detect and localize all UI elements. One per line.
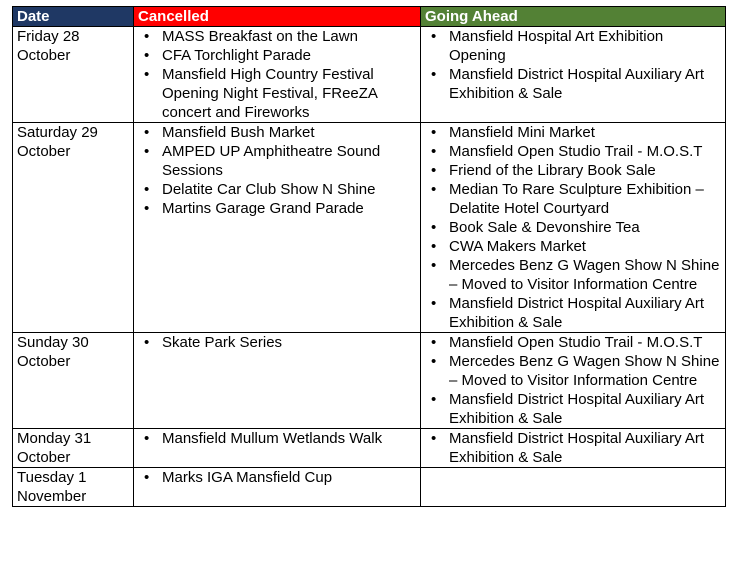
cancelled-cell bbox=[134, 123, 421, 333]
header-row bbox=[13, 7, 726, 27]
going-ahead-event-list bbox=[425, 27, 721, 103]
event-list-item: • Book Sale & Devonshire Tea bbox=[425, 218, 721, 237]
event-list-item: • Delatite Car Club Show N Shine bbox=[138, 180, 416, 199]
going-ahead-event-list bbox=[425, 429, 721, 467]
date-cell: Friday 28 October bbox=[13, 27, 134, 123]
event-list-item: • Mansfield District Hospital Auxiliary Art Exhibition & Sale bbox=[425, 65, 721, 103]
going-ahead-cell bbox=[421, 429, 726, 468]
going-ahead-cell bbox=[421, 27, 726, 123]
event-list-item: • AMPED UP Amphitheatre Sound Sessions bbox=[138, 142, 416, 180]
table-row bbox=[13, 429, 726, 468]
going-ahead-cell bbox=[421, 333, 726, 429]
event-list-item: • Mansfield Bush Market bbox=[138, 123, 416, 142]
cancelled-event-list bbox=[138, 429, 416, 448]
event-list-item: • Friend of the Library Book Sale bbox=[425, 161, 721, 180]
event-list-item: • Mansfield Mini Market bbox=[425, 123, 721, 142]
date-cell: Saturday 29 October bbox=[13, 123, 134, 333]
date-cell: Sunday 30 October bbox=[13, 333, 134, 429]
event-list-item: • Marks IGA Mansfield Cup bbox=[138, 468, 416, 487]
table-row bbox=[13, 468, 726, 507]
event-list-item: • Mansfield District Hospital Auxiliary Art Exhibition & Sale bbox=[425, 429, 721, 467]
event-list-item: • Mansfield Open Studio Trail - M.O.S.T bbox=[425, 142, 721, 161]
event-list-item: • Mansfield Mullum Wetlands Walk bbox=[138, 429, 416, 448]
going-ahead-column-header: Going Ahead bbox=[421, 7, 726, 27]
event-list-item: • Mansfield District Hospital Auxiliary Art Exhibition & Sale bbox=[425, 294, 721, 332]
table-row bbox=[13, 333, 726, 429]
table-row bbox=[13, 123, 726, 333]
going-ahead-event-list bbox=[425, 123, 721, 332]
event-list-item: • Mansfield High Country Festival Opening Night Festival, FReeZA concert and Fireworks bbox=[138, 65, 416, 122]
event-list-item: • Mansfield District Hospital Auxiliary Art Exhibition & Sale bbox=[425, 390, 721, 428]
events-table bbox=[12, 6, 726, 507]
going-ahead-cell bbox=[421, 468, 726, 507]
cancelled-cell bbox=[134, 333, 421, 429]
event-list-item: • Median To Rare Sculpture Exhibition –Delatite Hotel Courtyard bbox=[425, 180, 721, 218]
cancelled-event-list bbox=[138, 468, 416, 487]
cancelled-event-list bbox=[138, 333, 416, 352]
date-column-header: Date bbox=[13, 7, 134, 27]
event-list-item: • CWA Makers Market bbox=[425, 237, 721, 256]
cancelled-event-list bbox=[138, 123, 416, 218]
event-list-item: • Martins Garage Grand Parade bbox=[138, 199, 416, 218]
event-list-item: • CFA Torchlight Parade bbox=[138, 46, 416, 65]
event-list-item: • Mansfield Open Studio Trail - M.O.S.T bbox=[425, 333, 721, 352]
going-ahead-cell bbox=[421, 123, 726, 333]
event-list-item: • MASS Breakfast on the Lawn bbox=[138, 27, 416, 46]
cancelled-column-header: Cancelled bbox=[134, 7, 421, 27]
going-ahead-event-list bbox=[425, 333, 721, 428]
table-row bbox=[13, 27, 726, 123]
cancelled-cell bbox=[134, 27, 421, 123]
date-cell: Monday 31 October bbox=[13, 429, 134, 468]
date-cell: Tuesday 1 November bbox=[13, 468, 134, 507]
event-list-item: • Mercedes Benz G Wagen Show N Shine – Moved to Visitor Information Centre bbox=[425, 256, 721, 294]
event-list-item: • Mercedes Benz G Wagen Show N Shine – Moved to Visitor Information Centre bbox=[425, 352, 721, 390]
cancelled-cell bbox=[134, 468, 421, 507]
cancelled-event-list bbox=[138, 27, 416, 122]
event-list-item: • Skate Park Series bbox=[138, 333, 416, 352]
cancelled-cell bbox=[134, 429, 421, 468]
event-list-item: • Mansfield Hospital Art Exhibition Opening bbox=[425, 27, 721, 65]
